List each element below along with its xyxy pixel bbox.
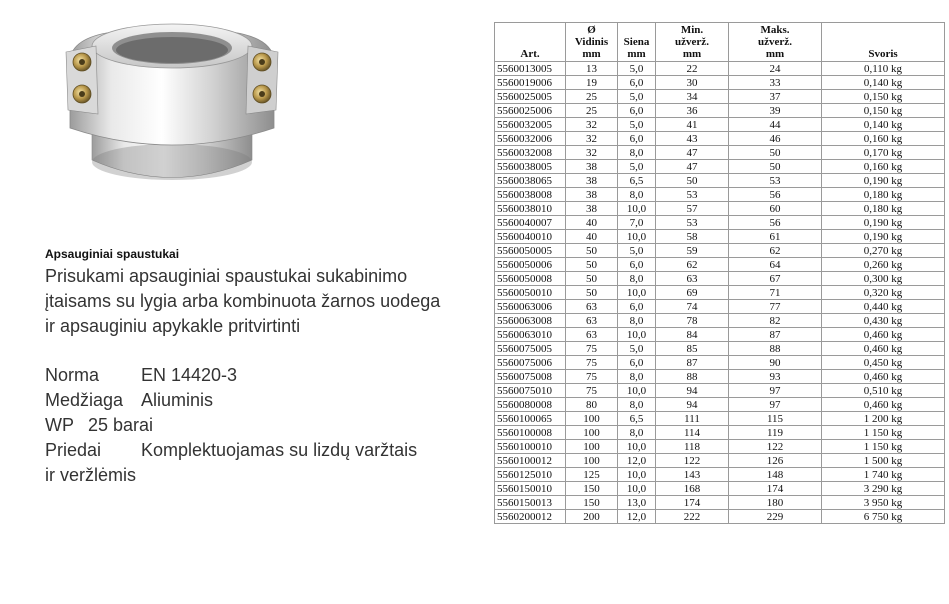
- cell-weight: 0,180 kg: [822, 188, 945, 202]
- cell-diameter: 50: [566, 258, 618, 272]
- cell-art: 5560200012: [495, 510, 566, 524]
- cell-diameter: 25: [566, 104, 618, 118]
- cell-art: 5560038005: [495, 160, 566, 174]
- table-body: [495, 62, 945, 524]
- cell-wall: 7,0: [618, 216, 656, 230]
- cell-max-clamp: 37: [729, 90, 822, 104]
- cell-max-clamp: 90: [729, 356, 822, 370]
- cell-wall: 6,0: [618, 132, 656, 146]
- table-row: [495, 328, 945, 342]
- table-row: [495, 286, 945, 300]
- cell-art: 5560025005: [495, 90, 566, 104]
- cell-min-clamp: 88: [656, 370, 729, 384]
- cell-max-clamp: 50: [729, 146, 822, 160]
- cell-min-clamp: 53: [656, 216, 729, 230]
- cell-max-clamp: 61: [729, 230, 822, 244]
- cell-diameter: 50: [566, 272, 618, 286]
- header-min-clamp: Min. užverž. mm: [656, 23, 729, 62]
- cell-wall: 6,0: [618, 76, 656, 90]
- spec-label: Medžiaga: [45, 390, 124, 410]
- cell-diameter: 32: [566, 132, 618, 146]
- cell-wall: 6,5: [618, 412, 656, 426]
- cell-diameter: 19: [566, 76, 618, 90]
- table-row: [495, 244, 945, 258]
- cell-max-clamp: 93: [729, 370, 822, 384]
- cell-diameter: 100: [566, 412, 618, 426]
- cell-art: 5560050010: [495, 286, 566, 300]
- cell-min-clamp: 94: [656, 398, 729, 412]
- cell-max-clamp: 24: [729, 62, 822, 76]
- cell-art: 5560050005: [495, 244, 566, 258]
- cell-weight: 0,430 kg: [822, 314, 945, 328]
- cell-diameter: 40: [566, 230, 618, 244]
- cell-art: 5560025006: [495, 104, 566, 118]
- table-row: [495, 62, 945, 76]
- cell-max-clamp: 97: [729, 384, 822, 398]
- cell-weight: 0,190 kg: [822, 216, 945, 230]
- cell-diameter: 100: [566, 426, 618, 440]
- cell-diameter: 38: [566, 174, 618, 188]
- cell-min-clamp: 22: [656, 62, 729, 76]
- cell-diameter: 200: [566, 510, 618, 524]
- cell-weight: 0,450 kg: [822, 356, 945, 370]
- cell-wall: 5,0: [618, 90, 656, 104]
- cell-min-clamp: 59: [656, 244, 729, 258]
- cell-max-clamp: 33: [729, 76, 822, 90]
- table-row: [495, 468, 945, 482]
- cell-diameter: 63: [566, 300, 618, 314]
- cell-wall: 10,0: [618, 202, 656, 216]
- spec-norma: [45, 363, 445, 388]
- cell-max-clamp: 82: [729, 314, 822, 328]
- table-row: [495, 384, 945, 398]
- table-row: [495, 496, 945, 510]
- product-description: Prisukami apsauginiai spaustukai sukabinimo įtaisams su lygia arba kombinuota žarnos uodega ir apsauginiu apykakle pritvirtinti: [45, 266, 441, 336]
- cell-min-clamp: 143: [656, 468, 729, 482]
- cell-max-clamp: 180: [729, 496, 822, 510]
- cell-art: 5560150010: [495, 482, 566, 496]
- cell-min-clamp: 34: [656, 90, 729, 104]
- cell-diameter: 38: [566, 188, 618, 202]
- table-row: [495, 132, 945, 146]
- table-row: [495, 230, 945, 244]
- cell-wall: 10,0: [618, 286, 656, 300]
- product-subtitle: Apsauginiai spaustukai: [45, 247, 180, 261]
- cell-diameter: 75: [566, 342, 618, 356]
- table-row: [495, 356, 945, 370]
- cell-weight: 0,150 kg: [822, 90, 945, 104]
- cell-weight: 0,460 kg: [822, 342, 945, 356]
- cell-art: 5560032008: [495, 146, 566, 160]
- cell-weight: 3 950 kg: [822, 496, 945, 510]
- cell-art: 5560100065: [495, 412, 566, 426]
- table-row: [495, 300, 945, 314]
- table-row: [495, 90, 945, 104]
- cell-weight: 0,460 kg: [822, 328, 945, 342]
- cell-wall: 5,0: [618, 62, 656, 76]
- cell-weight: 0,160 kg: [822, 160, 945, 174]
- cell-max-clamp: 39: [729, 104, 822, 118]
- cell-wall: 6,0: [618, 258, 656, 272]
- cell-min-clamp: 174: [656, 496, 729, 510]
- cell-max-clamp: 119: [729, 426, 822, 440]
- cell-art: 5560063008: [495, 314, 566, 328]
- cell-art: 5560075008: [495, 370, 566, 384]
- cell-art: 5560040007: [495, 216, 566, 230]
- cell-min-clamp: 36: [656, 104, 729, 118]
- table-row: [495, 426, 945, 440]
- cell-wall: 8,0: [618, 314, 656, 328]
- cell-weight: 0,140 kg: [822, 76, 945, 90]
- product-image: [52, 10, 292, 195]
- cell-wall: 8,0: [618, 426, 656, 440]
- cell-max-clamp: 115: [729, 412, 822, 426]
- table-row: [495, 342, 945, 356]
- cell-diameter: 125: [566, 468, 618, 482]
- cell-diameter: 75: [566, 370, 618, 384]
- cell-min-clamp: 222: [656, 510, 729, 524]
- cell-min-clamp: 168: [656, 482, 729, 496]
- spec-medziaga: [45, 388, 445, 413]
- cell-diameter: 150: [566, 496, 618, 510]
- cell-wall: 5,0: [618, 160, 656, 174]
- cell-weight: 0,180 kg: [822, 202, 945, 216]
- cell-weight: 1 150 kg: [822, 426, 945, 440]
- cell-wall: 8,0: [618, 146, 656, 160]
- cell-art: 5560150013: [495, 496, 566, 510]
- cell-art: 5560032005: [495, 118, 566, 132]
- table-row: [495, 412, 945, 426]
- cell-art: 5560075005: [495, 342, 566, 356]
- cell-min-clamp: 78: [656, 314, 729, 328]
- cell-wall: 6,0: [618, 300, 656, 314]
- cell-min-clamp: 63: [656, 272, 729, 286]
- cell-wall: 13,0: [618, 496, 656, 510]
- spec-value: EN 14420-3: [141, 365, 238, 385]
- cell-min-clamp: 87: [656, 356, 729, 370]
- cell-max-clamp: 174: [729, 482, 822, 496]
- cell-art: 5560050008: [495, 272, 566, 286]
- spec-priedai: [45, 438, 445, 463]
- cell-min-clamp: 94: [656, 384, 729, 398]
- cell-diameter: 75: [566, 356, 618, 370]
- cell-min-clamp: 85: [656, 342, 729, 356]
- cell-min-clamp: 111: [656, 412, 729, 426]
- cell-weight: 0,190 kg: [822, 230, 945, 244]
- cell-art: 5560063006: [495, 300, 566, 314]
- cell-max-clamp: 148: [729, 468, 822, 482]
- cell-wall: 8,0: [618, 370, 656, 384]
- cell-art: 5560075010: [495, 384, 566, 398]
- cell-wall: 10,0: [618, 440, 656, 454]
- cell-diameter: 25: [566, 90, 618, 104]
- cell-art: 5560038010: [495, 202, 566, 216]
- cell-diameter: 40: [566, 216, 618, 230]
- cell-weight: 1 740 kg: [822, 468, 945, 482]
- cell-weight: 0,270 kg: [822, 244, 945, 258]
- spec-label: Priedai: [45, 440, 102, 460]
- spec-value: 25 barai: [88, 415, 154, 435]
- header-wall: Siena mm: [618, 23, 656, 62]
- cell-max-clamp: 229: [729, 510, 822, 524]
- cell-weight: 0,190 kg: [822, 174, 945, 188]
- cell-min-clamp: 84: [656, 328, 729, 342]
- cell-art: 5560040010: [495, 230, 566, 244]
- cell-wall: 8,0: [618, 272, 656, 286]
- cell-weight: 0,460 kg: [822, 370, 945, 384]
- cell-weight: 0,440 kg: [822, 300, 945, 314]
- cell-min-clamp: 53: [656, 188, 729, 202]
- cell-diameter: 80: [566, 398, 618, 412]
- cell-wall: 12,0: [618, 510, 656, 524]
- table-row: [495, 76, 945, 90]
- table-row: [495, 146, 945, 160]
- header-art: Art.: [495, 23, 566, 62]
- cell-max-clamp: 60: [729, 202, 822, 216]
- spec-label: Norma: [45, 365, 100, 385]
- cell-weight: 0,320 kg: [822, 286, 945, 300]
- cell-weight: 1 500 kg: [822, 454, 945, 468]
- cell-weight: 0,260 kg: [822, 258, 945, 272]
- cell-diameter: 150: [566, 482, 618, 496]
- cell-min-clamp: 47: [656, 160, 729, 174]
- table-row: [495, 118, 945, 132]
- cell-min-clamp: 57: [656, 202, 729, 216]
- aluminium-safety-clamp-icon: [52, 10, 292, 195]
- cell-wall: 5,0: [618, 244, 656, 258]
- cell-weight: 1 200 kg: [822, 412, 945, 426]
- cell-max-clamp: 122: [729, 440, 822, 454]
- cell-max-clamp: 56: [729, 188, 822, 202]
- header-weight: Svoris: [822, 23, 945, 62]
- cell-diameter: 75: [566, 384, 618, 398]
- cell-min-clamp: 114: [656, 426, 729, 440]
- cell-wall: 10,0: [618, 384, 656, 398]
- spec-priedai-cont: ir veržlėmis: [45, 465, 137, 485]
- cell-wall: 5,0: [618, 118, 656, 132]
- cell-min-clamp: 50: [656, 174, 729, 188]
- cell-min-clamp: 118: [656, 440, 729, 454]
- product-table: [494, 22, 945, 524]
- cell-weight: 3 290 kg: [822, 482, 945, 496]
- cell-art: 5560013005: [495, 62, 566, 76]
- table-row: [495, 216, 945, 230]
- cell-max-clamp: 46: [729, 132, 822, 146]
- cell-diameter: 38: [566, 202, 618, 216]
- spec-wp: [45, 413, 445, 438]
- spec-value: Komplektuojamas su lizdų varžtais: [141, 440, 418, 460]
- cell-weight: 0,300 kg: [822, 272, 945, 286]
- cell-max-clamp: 88: [729, 342, 822, 356]
- cell-weight: 0,110 kg: [822, 62, 945, 76]
- cell-diameter: 100: [566, 454, 618, 468]
- cell-diameter: 63: [566, 328, 618, 342]
- cell-weight: 6 750 kg: [822, 510, 945, 524]
- cell-art: 5560019006: [495, 76, 566, 90]
- table-row: [495, 272, 945, 286]
- table-row: [495, 188, 945, 202]
- cell-wall: 6,0: [618, 356, 656, 370]
- cell-art: 5560080008: [495, 398, 566, 412]
- cell-art: 5560100010: [495, 440, 566, 454]
- cell-max-clamp: 77: [729, 300, 822, 314]
- cell-max-clamp: 97: [729, 398, 822, 412]
- table-row: [495, 202, 945, 216]
- cell-min-clamp: 41: [656, 118, 729, 132]
- cell-max-clamp: 64: [729, 258, 822, 272]
- cell-diameter: 32: [566, 146, 618, 160]
- cell-min-clamp: 58: [656, 230, 729, 244]
- cell-weight: 0,150 kg: [822, 104, 945, 118]
- cell-art: 5560063010: [495, 328, 566, 342]
- cell-wall: 6,5: [618, 174, 656, 188]
- table-row: [495, 482, 945, 496]
- cell-art: 5560075006: [495, 356, 566, 370]
- cell-min-clamp: 30: [656, 76, 729, 90]
- cell-max-clamp: 87: [729, 328, 822, 342]
- cell-weight: 0,160 kg: [822, 132, 945, 146]
- spec-label: WP: [45, 415, 74, 435]
- header-diameter: Ø Vidinis mm: [566, 23, 618, 62]
- cell-wall: 10,0: [618, 482, 656, 496]
- cell-max-clamp: 67: [729, 272, 822, 286]
- cell-max-clamp: 71: [729, 286, 822, 300]
- table-row: [495, 510, 945, 524]
- table-row: [495, 160, 945, 174]
- table-row: [495, 398, 945, 412]
- cell-min-clamp: 62: [656, 258, 729, 272]
- cell-art: 5560100008: [495, 426, 566, 440]
- cell-min-clamp: 122: [656, 454, 729, 468]
- cell-max-clamp: 126: [729, 454, 822, 468]
- table-row: [495, 454, 945, 468]
- cell-diameter: 63: [566, 314, 618, 328]
- cell-max-clamp: 62: [729, 244, 822, 258]
- cell-art: 5560032006: [495, 132, 566, 146]
- cell-min-clamp: 43: [656, 132, 729, 146]
- cell-max-clamp: 56: [729, 216, 822, 230]
- header-max-clamp: Maks. užverž. mm: [729, 23, 822, 62]
- cell-art: 5560038065: [495, 174, 566, 188]
- cell-wall: 10,0: [618, 230, 656, 244]
- table-row: [495, 440, 945, 454]
- table-row: [495, 104, 945, 118]
- cell-max-clamp: 53: [729, 174, 822, 188]
- cell-diameter: 32: [566, 118, 618, 132]
- cell-weight: 0,140 kg: [822, 118, 945, 132]
- cell-diameter: 38: [566, 160, 618, 174]
- cell-wall: 10,0: [618, 328, 656, 342]
- cell-diameter: 50: [566, 286, 618, 300]
- table-header-row: [495, 23, 945, 62]
- cell-weight: 1 150 kg: [822, 440, 945, 454]
- cell-wall: 8,0: [618, 188, 656, 202]
- cell-wall: 10,0: [618, 468, 656, 482]
- table-row: [495, 174, 945, 188]
- cell-diameter: 50: [566, 244, 618, 258]
- cell-min-clamp: 69: [656, 286, 729, 300]
- cell-max-clamp: 44: [729, 118, 822, 132]
- cell-min-clamp: 74: [656, 300, 729, 314]
- cell-art: 5560038008: [495, 188, 566, 202]
- cell-max-clamp: 50: [729, 160, 822, 174]
- cell-art: 5560125010: [495, 468, 566, 482]
- cell-weight: 0,460 kg: [822, 398, 945, 412]
- cell-wall: 5,0: [618, 342, 656, 356]
- cell-min-clamp: 47: [656, 146, 729, 160]
- cell-diameter: 13: [566, 62, 618, 76]
- table-row: [495, 370, 945, 384]
- cell-art: 5560100012: [495, 454, 566, 468]
- cell-wall: 12,0: [618, 454, 656, 468]
- cell-wall: 6,0: [618, 104, 656, 118]
- cell-wall: 8,0: [618, 398, 656, 412]
- spec-value: Aliuminis: [141, 390, 214, 410]
- cell-weight: 0,170 kg: [822, 146, 945, 160]
- table-row: [495, 258, 945, 272]
- cell-art: 5560050006: [495, 258, 566, 272]
- table-row: [495, 314, 945, 328]
- cell-weight: 0,510 kg: [822, 384, 945, 398]
- product-specs: [45, 363, 445, 488]
- cell-diameter: 100: [566, 440, 618, 454]
